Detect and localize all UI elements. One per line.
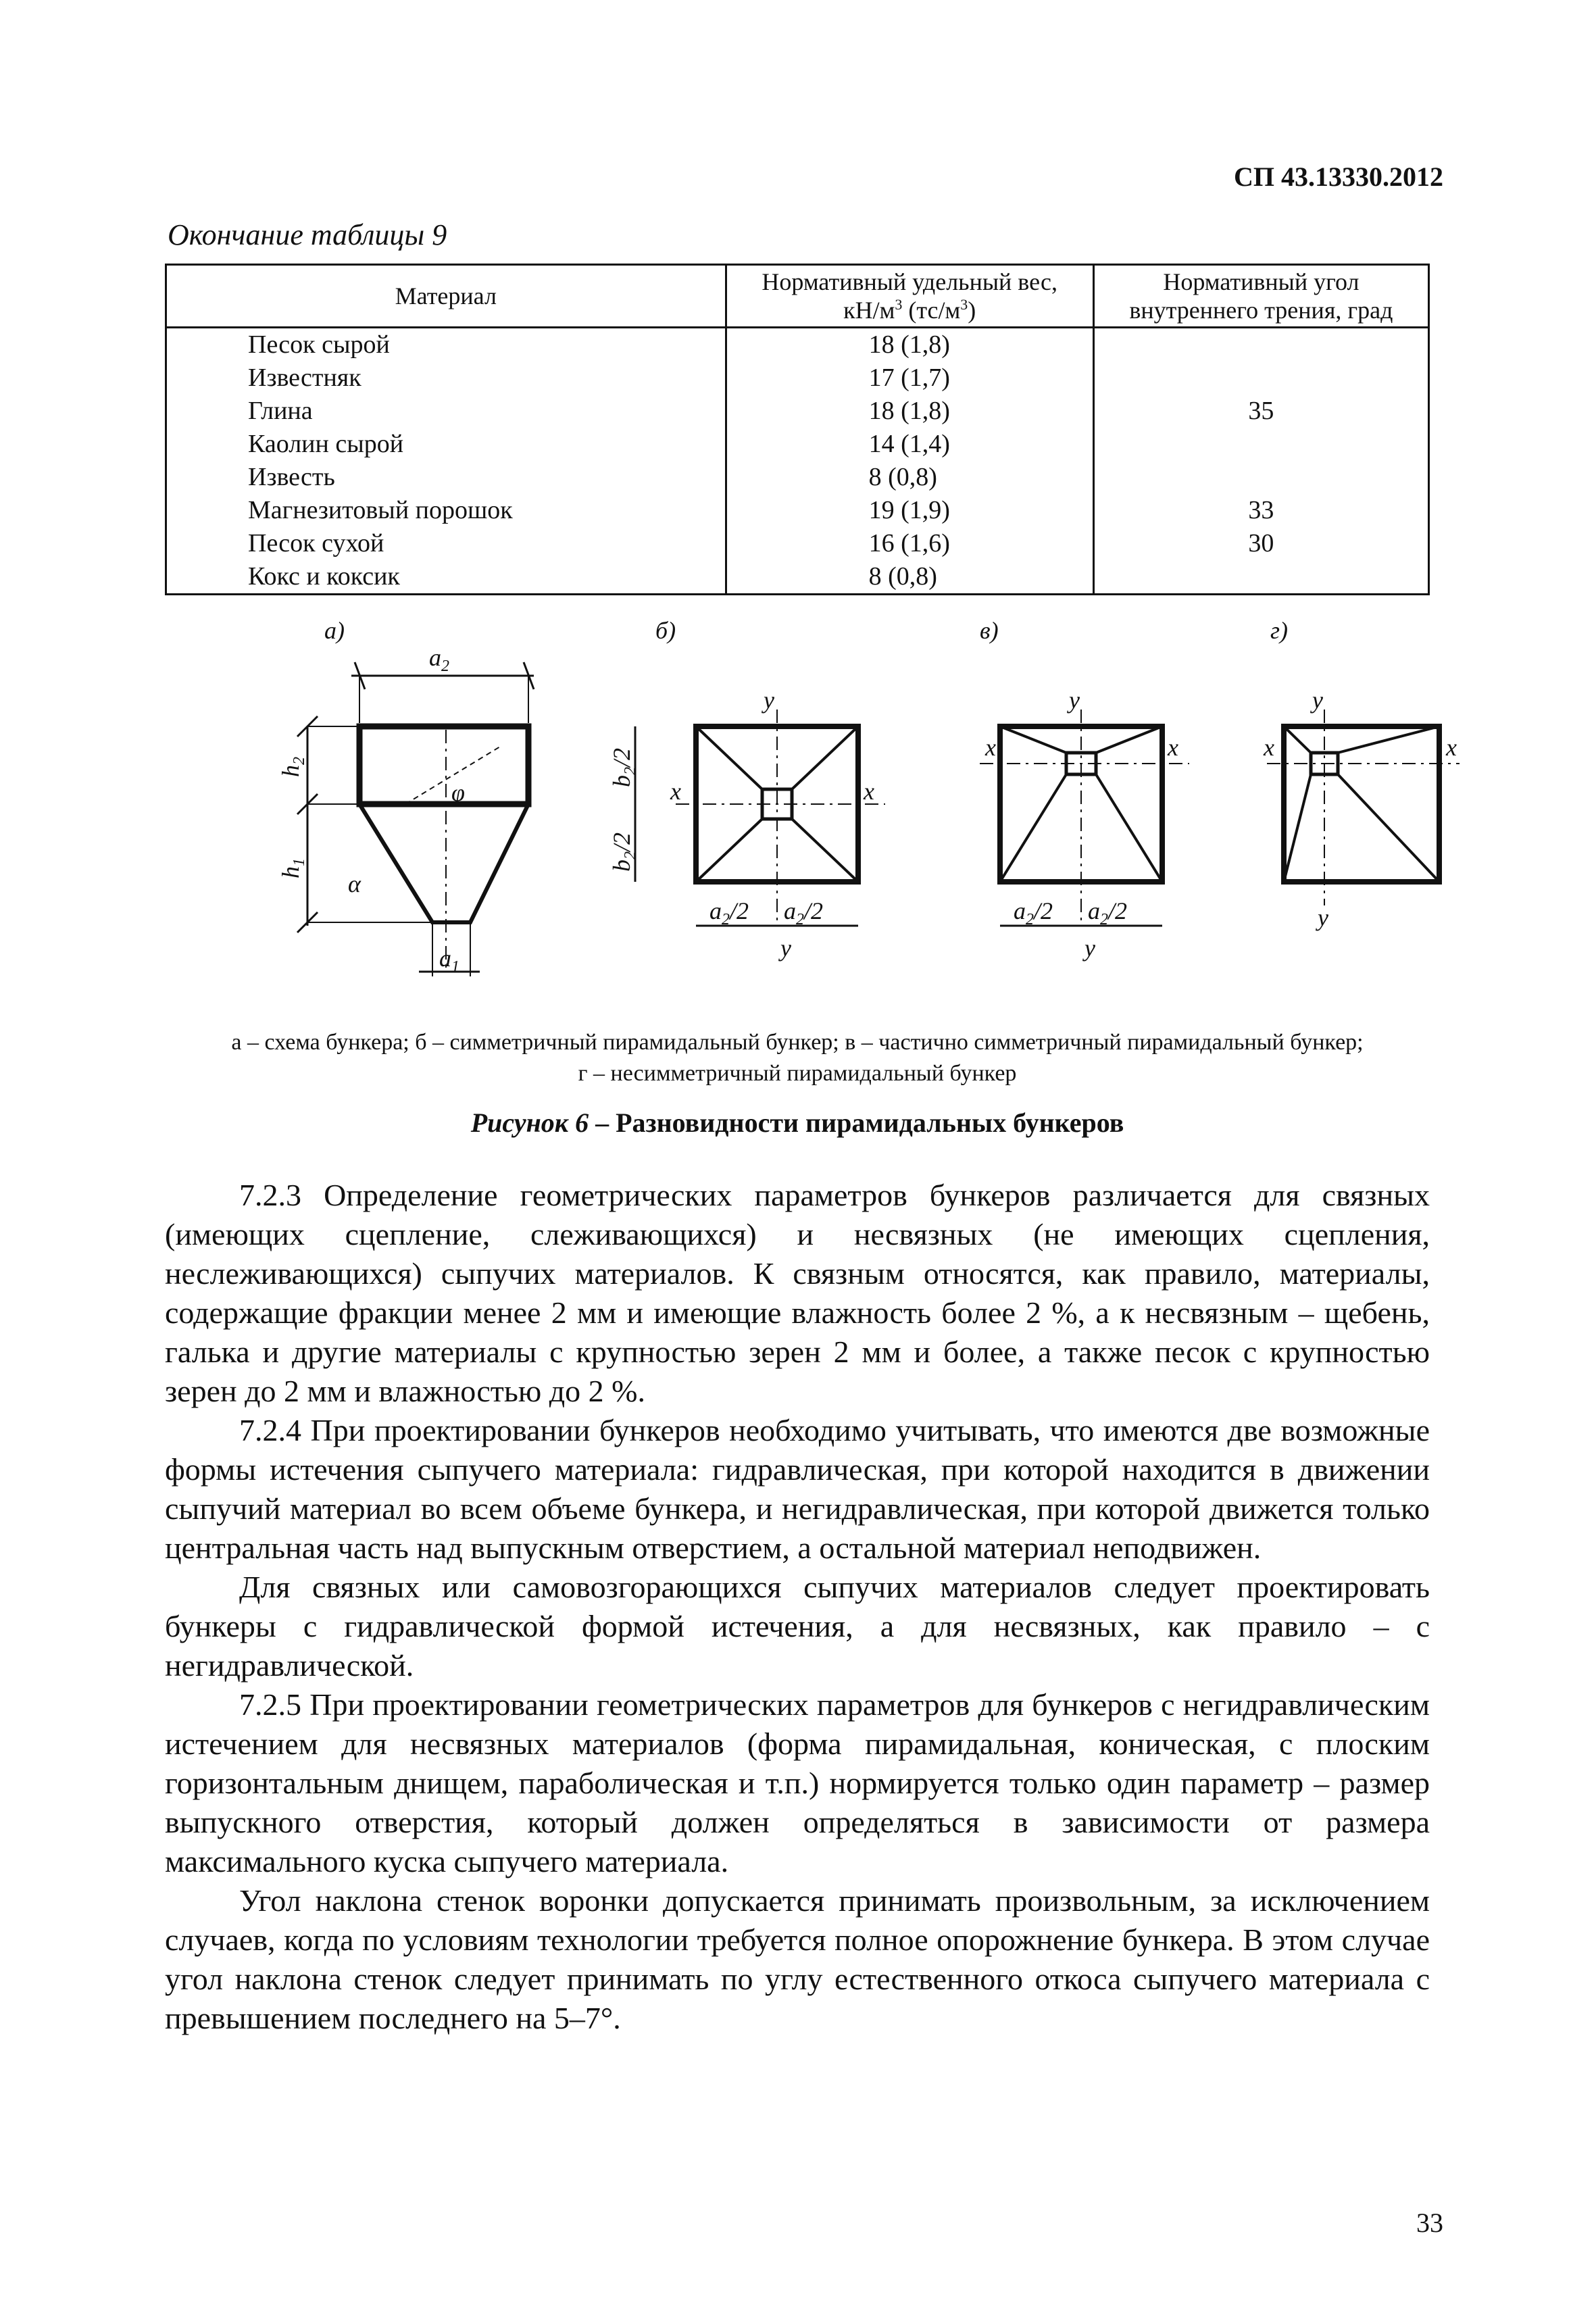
figure-number: Рисунок 6 <box>470 1107 589 1138</box>
cell-angle: 35 <box>1093 395 1428 428</box>
document-code: СП 43.13330.2012 <box>1234 161 1443 192</box>
label-b2-half-top: $b_2/2$ <box>608 747 639 787</box>
cell-angle <box>1093 328 1428 362</box>
label-phi: φ <box>451 779 465 806</box>
page-number: 33 <box>1416 2208 1443 2238</box>
label-y-bottom: y <box>1084 935 1095 962</box>
label-a2: $a_2$ <box>429 644 449 675</box>
label-x-right: x <box>864 778 874 805</box>
panel-label-a: а) <box>324 617 345 644</box>
materials-table <box>165 264 1430 595</box>
cell-angle: 33 <box>1093 494 1428 527</box>
header-material: Материал <box>166 265 726 328</box>
label-alpha: α <box>348 870 361 897</box>
header-unit-weight-sup2: 3 <box>960 296 968 313</box>
header-unit-weight-close: ) <box>968 297 976 324</box>
label-y-top: y <box>1312 687 1323 714</box>
cell-weight: 17 (1,7) <box>726 362 1093 395</box>
cell-material: Известь <box>166 461 726 494</box>
label-y-top: y <box>764 687 774 714</box>
label-x-left: x <box>670 778 681 805</box>
panel-b-symmetric-hopper <box>608 617 885 962</box>
cell-weight: 18 (1,8) <box>726 395 1093 428</box>
label-x-right: x <box>1446 734 1457 761</box>
figure-legend-line2: г – несимметричный пирамидальный бункер <box>578 1061 1017 1086</box>
table-row <box>166 560 1429 595</box>
label-y-bottom: y <box>1318 904 1328 931</box>
table-row <box>166 527 1429 560</box>
header-friction-angle <box>1093 265 1428 328</box>
cell-weight: 19 (1,9) <box>726 494 1093 527</box>
header-unit-weight-sup1: 3 <box>895 296 903 313</box>
panel-g-asymmetric-hopper <box>1263 617 1460 931</box>
body-text <box>165 1176 1430 2038</box>
header-friction-angle-line2: внутреннего трения, град <box>1129 297 1393 324</box>
label-x-right: x <box>1168 734 1178 761</box>
hopper-figure <box>243 608 1487 987</box>
cell-angle <box>1093 461 1428 494</box>
hopper-funnel <box>359 804 528 922</box>
label-b2-half-bottom: $b_2/2$ <box>608 832 639 872</box>
cell-angle <box>1093 362 1428 395</box>
label-a1: $a_1$ <box>439 945 459 976</box>
figure-legend-line1: а – схема бункера; б – симметричный пирамидальный бункер; в – частично симметричный пирамидальный бункер; <box>231 1030 1364 1055</box>
label-y-bottom: y <box>780 935 791 962</box>
panel-label-g: г) <box>1270 617 1289 644</box>
paragraph-7-2-4-cont: Для связных или самовозгорающихся сыпучих материалов следует проектировать бункеры с гидравлической формой истечения, а для несвязных, как правило – с негидравлической. <box>165 1570 1430 1683</box>
cell-material: Кокс и коксик <box>166 560 726 595</box>
table-row <box>166 328 1429 362</box>
cell-material: Магнезитовый порошок <box>166 494 726 527</box>
figure-legend <box>165 1027 1430 1089</box>
cell-weight: 8 (0,8) <box>726 461 1093 494</box>
panel-label-v: в) <box>980 617 999 644</box>
paragraph-7-2-5-cont: Угол наклона стенок воронки допускается принимать произвольным, за исключением случаев, когда по условиям технологии требуется полное опорожнение бункера. В этом случае угол наклона стенок следует принимать по углу естественного откоса сыпучего материала с превышением последнего на 5–7°. <box>165 1883 1430 2035</box>
panel-v-partially-symmetric-hopper <box>980 617 1189 962</box>
cell-material: Песок сухой <box>166 527 726 560</box>
table-row <box>166 395 1429 428</box>
label-y-top: y <box>1069 687 1080 714</box>
table-row <box>166 461 1429 494</box>
panel-label-b: б) <box>655 617 676 644</box>
label-x-left: x <box>1264 734 1274 761</box>
header-unit-weight-line1: Нормативный удельный вес, <box>762 268 1057 295</box>
cell-weight: 16 (1,6) <box>726 527 1093 560</box>
cell-material: Каолин сырой <box>166 428 726 461</box>
cell-weight: 8 (0,8) <box>726 560 1093 595</box>
cell-material: Известняк <box>166 362 726 395</box>
panel-a-hopper-scheme <box>277 617 534 976</box>
hopper-prism <box>359 726 528 804</box>
label-a2-half-left: $a_2/2$ <box>1014 897 1053 928</box>
label-a2-half-right: $a_2/2$ <box>784 897 824 928</box>
table-row <box>166 428 1429 461</box>
paragraph-7-2-5: 7.2.5 При проектировании геометрических параметров для бункеров с негидравлическим истечением для несвязных материалов (форма пирамидальная, коническая, с плоским горизонтальным днищем, параболическая и т.п.) нормируется только один параметр – размер выпускного отверстия, который должен определяться в зависимости от размера максимального куска сыпучего материала. <box>165 1687 1430 1878</box>
header-unit-weight <box>726 265 1093 328</box>
header-unit-weight-unit1: кН/м <box>843 297 895 324</box>
cell-angle: 30 <box>1093 527 1428 560</box>
label-a2-half-left: $a_2/2$ <box>709 897 749 928</box>
paragraph-7-2-4: 7.2.4 При проектировании бункеров необходимо учитывать, что имеются две возможные формы истечения сыпучего материала: гидравлическая, при которой находится в движении сыпучий материал во всем объеме бункера, и негидравлическая, при которой движется только центральная часть над выпускным отверстием, а остальной материал неподвижен. <box>165 1413 1430 1565</box>
label-x-left: x <box>985 734 996 761</box>
cell-weight: 14 (1,4) <box>726 428 1093 461</box>
label-a2-half-right: $a_2/2$ <box>1088 897 1128 928</box>
header-unit-weight-unit2: (тс/м <box>902 297 961 324</box>
table-caption: Окончание таблицы 9 <box>168 218 447 251</box>
label-h1: $h_1$ <box>277 858 308 878</box>
table-row <box>166 494 1429 527</box>
figure-title-text: – Разновидности пирамидальных бункеров <box>589 1107 1124 1138</box>
table-row <box>166 362 1429 395</box>
cell-material: Песок сырой <box>166 328 726 362</box>
cell-material: Глина <box>166 395 726 428</box>
cell-angle <box>1093 560 1428 595</box>
header-friction-angle-line1: Нормативный угол <box>1163 268 1360 295</box>
label-h2: $h_2$ <box>277 757 308 777</box>
cell-angle <box>1093 428 1428 461</box>
table-header-row <box>166 265 1429 328</box>
cell-weight: 18 (1,8) <box>726 328 1093 362</box>
paragraph-7-2-3: 7.2.3 Определение геометрических параметров бункеров различается для связных (имеющих сцепление, слеживающихся) и несвязных (не имеющих сцепления, неслеживающихся) сыпучих материалов. К связным относятся, как правило, материалы, содержащие фракции менее 2 мм и имеющие влажность более 2 %, а к несвязным – щебень, галька и другие материалы с крупностью зерен 2 мм и более, а также песок с крупностью зерен до 2 мм и влажностью до 2 %. <box>165 1178 1430 1408</box>
figure-title <box>165 1107 1430 1139</box>
